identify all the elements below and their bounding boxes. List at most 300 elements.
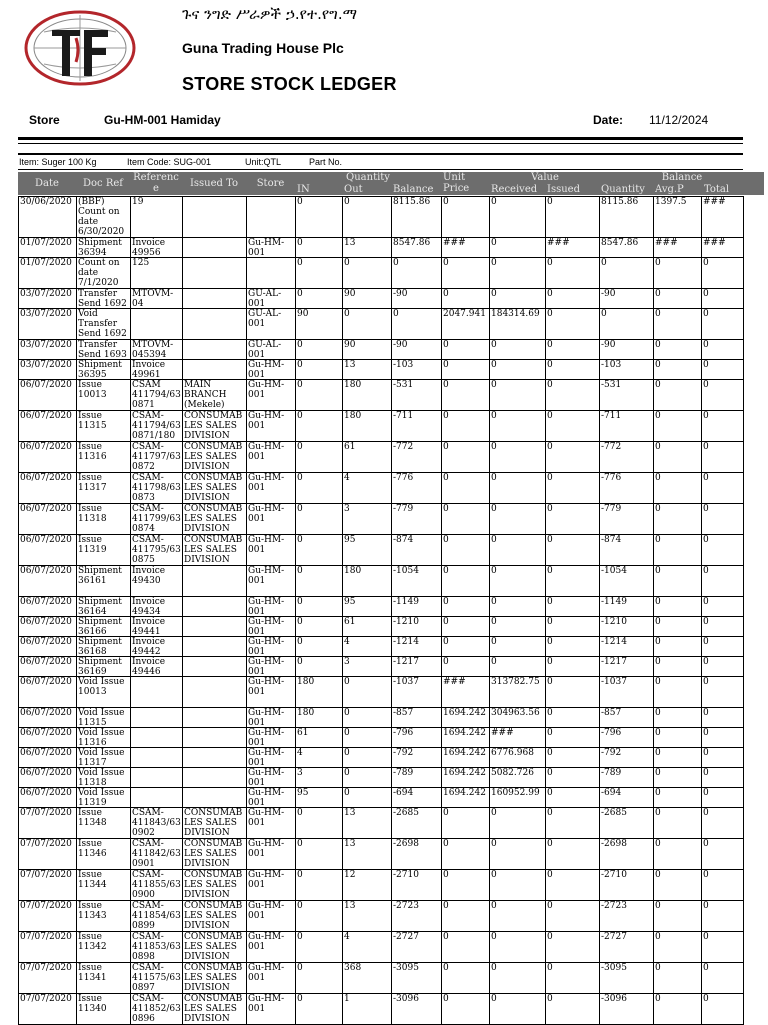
cell-balance: -711 [392,411,442,442]
cell-out: 4 [343,932,392,963]
cell-unit-price: 0 [442,289,490,309]
date-label: Date: [593,113,624,127]
cell-quantity: 0 [600,258,654,289]
cell-date: 03/07/2020 [19,309,77,340]
cell-received: 0 [490,258,546,289]
cell-balance: -776 [392,473,442,504]
cell-reference: Invoice 49961 [131,360,183,380]
cell-issued: 0 [546,728,600,748]
cell-unit-price: 1694.242 [442,728,490,748]
cell-issued: 0 [546,870,600,901]
cell-date: 06/07/2020 [19,535,77,566]
cell-doc-ref: Issue 11348 [77,808,131,839]
cell-unit-price: 0 [442,258,490,289]
cell-out: 3 [343,504,392,535]
table-row [19,963,744,994]
cell-out: 0 [343,309,392,340]
cell-store: Gu-HM-001 [247,380,296,411]
cell-quantity: -1210 [600,617,654,637]
cell-issued: 0 [546,309,600,340]
cell-in: 61 [296,728,343,748]
cell-quantity: -694 [600,788,654,808]
cell-balance: 8115.86 [392,197,442,238]
cell-date: 06/07/2020 [19,657,77,677]
cell-out: 90 [343,289,392,309]
col-issued-to: Issued To [189,178,239,189]
table-row [19,994,744,1025]
cell-quantity: -874 [600,535,654,566]
cell-out: 4 [343,473,392,504]
cell-doc-ref: Issue 11319 [77,535,131,566]
cell-quantity: -1149 [600,597,654,617]
cell-total: 0 [702,473,744,504]
table-row [19,411,744,442]
cell-doc-ref: Void Transfer Send 1692 [77,309,131,340]
cell-issued-to: CONSUMAB LES SALES DIVISION [183,442,247,473]
cell-unit-price: 0 [442,839,490,870]
cell-in: 0 [296,360,343,380]
cell-out: 61 [343,617,392,637]
cell-store: Gu-HM-001 [247,411,296,442]
cell-quantity: -711 [600,411,654,442]
cell-store: Gu-HM-001 [247,708,296,728]
cell-issued-to: CONSUMAB LES SALES DIVISION [183,870,247,901]
table-row [19,748,744,768]
cell-reference: Invoice 49956 [131,238,183,258]
cell-issued: 0 [546,504,600,535]
cell-balance: -1054 [392,566,442,597]
cell-unit-price: 0 [442,963,490,994]
cell-balance: -3095 [392,963,442,994]
cell-issued-to [183,197,247,238]
cell-in: 0 [296,473,343,504]
cell-store: Gu-HM-001 [247,597,296,617]
cell-reference: CSAM-411794/63 0871/180 [132,411,181,441]
cell-issued: 0 [546,289,600,309]
cell-issued-to [183,788,247,808]
cell-total: 0 [702,657,744,677]
cell-issued-to [183,748,247,768]
cell-issued-to [183,238,247,258]
cell-unit-price: 0 [442,637,490,657]
cell-date: 01/07/2020 [19,258,77,289]
cell-total: 0 [702,258,744,289]
cell-reference: CSAM-411799/63 0874 [132,504,181,534]
cell-reference [131,728,183,748]
item-code: Item Code: SUG-001 [127,157,212,167]
cell-issued-to: CONSUMAB LES SALES DIVISION [183,932,247,963]
cell-issued: 0 [546,380,600,411]
table-row [19,238,744,258]
cell-total: 0 [702,963,744,994]
cell-in: 4 [296,748,343,768]
col-bal-quantity: Quantity [601,184,645,195]
cell-doc-ref: Shipment 36168 [77,637,131,657]
cell-unit-price: 1694.242 [442,788,490,808]
cell-doc-ref: Void Issue 11318 [77,768,131,788]
col-received: Received [491,184,538,195]
cell-issued-to: CONSUMAB LES SALES DIVISION [183,411,247,442]
cell-quantity: -2723 [600,901,654,932]
cell-quantity: -3095 [600,963,654,994]
cell-avg-p: 0 [654,504,702,535]
cell-total: 0 [702,808,744,839]
cell-doc-ref: Void Issue 11317 [77,748,131,768]
cell-balance: -90 [392,340,442,360]
cell-doc-ref: Issue 11343 [77,901,131,932]
ledger-table [18,196,743,1025]
table-row [19,566,744,597]
cell-out: 1 [343,994,392,1025]
cell-issued: 0 [546,748,600,768]
cell-avg-p: 0 [654,566,702,597]
cell-store: Gu-HM-001 [247,728,296,748]
cell-quantity: -90 [600,340,654,360]
cell-out: 368 [343,963,392,994]
cell-doc-ref: Issue 11342 [77,932,131,963]
cell-balance: 0 [392,309,442,340]
col-reference: Referenc e [133,172,179,194]
cell-total: 0 [702,768,744,788]
cell-total: 0 [702,637,744,657]
cell-received: 0 [490,566,546,597]
cell-avg-p: 0 [654,597,702,617]
cell-in: 0 [296,380,343,411]
cell-reference: CSAM-411842/63 0901 [132,839,181,869]
cell-doc-ref: Issue 11341 [77,963,131,994]
cell-store: Gu-HM-001 [247,768,296,788]
cell-reference [131,768,183,788]
table-row [19,901,744,932]
cell-quantity: -2685 [600,808,654,839]
cell-issued-to [183,360,247,380]
cell-in: 0 [296,932,343,963]
cell-store: Gu-HM-001 [247,870,296,901]
cell-doc-ref: Void Issue 11319 [77,788,131,808]
table-row [19,870,744,901]
cell-received: 0 [490,808,546,839]
cell-store: Gu-HM-001 [247,360,296,380]
cell-balance: -2727 [392,932,442,963]
cell-total: 0 [702,617,744,637]
cell-balance: -874 [392,535,442,566]
cell-issued: ### [546,238,600,258]
cell-received: 0 [490,442,546,473]
cell-issued: 0 [546,808,600,839]
cell-received: 0 [490,380,546,411]
cell-out: 0 [343,728,392,748]
cell-in: 0 [296,597,343,617]
table-row [19,289,744,309]
col-date: Date [35,178,59,189]
cell-quantity: -776 [600,473,654,504]
cell-store: GU-AL-001 [247,289,296,309]
cell-issued-to: CONSUMAB LES SALES DIVISION [183,994,247,1025]
cell-doc-ref: Void Issue 10013 [77,677,131,708]
cell-total: 0 [702,708,744,728]
table-row [19,657,744,677]
cell-balance: -2723 [392,901,442,932]
cell-avg-p: 0 [654,932,702,963]
cell-unit-price: 0 [442,411,490,442]
cell-reference: CSAM-411854/63 0899 [132,901,181,931]
table-row [19,360,744,380]
cell-out: 0 [343,677,392,708]
company-name: Guna Trading House Plc [182,40,344,56]
cell-total: 0 [702,994,744,1025]
cell-issued: 0 [546,839,600,870]
cell-avg-p: 0 [654,901,702,932]
cell-out: 0 [343,708,392,728]
col-balance: Balance [393,184,434,195]
cell-issued: 0 [546,637,600,657]
cell-store: GU-AL-001 [247,340,296,360]
cell-balance: -3096 [392,994,442,1025]
cell-date: 03/07/2020 [19,340,77,360]
item-part-no: Part No. [309,157,343,167]
cell-quantity: -531 [600,380,654,411]
cell-store: Gu-HM-001 [247,566,296,597]
cell-unit-price: ### [442,677,490,708]
table-row [19,197,744,238]
cell-avg-p: 0 [654,473,702,504]
cell-received: 6776.968 [490,748,546,768]
cell-store: Gu-HM-001 [247,442,296,473]
col-in: IN [297,184,310,195]
cell-avg-p: 0 [654,617,702,637]
cell-avg-p: 0 [654,360,702,380]
cell-reference: 19 [131,197,183,238]
cell-total: 0 [702,309,744,340]
cell-out: 13 [343,839,392,870]
cell-issued-to [183,258,247,289]
cell-issued-to [183,289,247,309]
cell-total: 0 [702,442,744,473]
item-info-bar [18,156,743,169]
cell-reference [131,788,183,808]
cell-out: 0 [343,748,392,768]
cell-quantity: -792 [600,748,654,768]
cell-in: 0 [296,839,343,870]
cell-store: Gu-HM-001 [247,504,296,535]
cell-unit-price: 0 [442,597,490,617]
cell-out: 13 [343,901,392,932]
cell-total: 0 [702,289,744,309]
table-row [19,708,744,728]
cell-in: 0 [296,657,343,677]
cell-in: 180 [296,677,343,708]
cell-out: 13 [343,808,392,839]
cell-balance: -1214 [392,637,442,657]
cell-in: 0 [296,289,343,309]
cell-in: 0 [296,197,343,238]
cell-doc-ref: Shipment 36166 [77,617,131,637]
cell-date: 06/07/2020 [19,637,77,657]
cell-unit-price: 0 [442,994,490,1025]
cell-out: 0 [343,788,392,808]
cell-issued-to: CONSUMAB LES SALES DIVISION [183,901,247,932]
cell-issued-to [183,657,247,677]
cell-issued-to [183,708,247,728]
cell-out: 180 [343,566,392,597]
cell-received: 0 [490,197,546,238]
cell-received: 0 [490,597,546,617]
cell-received: 0 [490,617,546,637]
cell-store: Gu-HM-001 [247,994,296,1025]
cell-balance: -796 [392,728,442,748]
cell-doc-ref: Shipment 36161 [77,566,131,597]
item-unit: Unit:QTL [245,157,282,167]
cell-avg-p: 0 [654,994,702,1025]
cell-issued-to: CONSUMAB LES SALES DIVISION [183,963,247,994]
cell-date: 07/07/2020 [19,901,77,932]
cell-total: 0 [702,677,744,708]
cell-unit-price: 0 [442,473,490,504]
cell-total: 0 [702,901,744,932]
table-row [19,808,744,839]
table-row [19,728,744,748]
table-row [19,473,744,504]
cell-received: 0 [490,870,546,901]
cell-store: Gu-HM-001 [247,617,296,637]
cell-unit-price: 0 [442,360,490,380]
col-store: Store [256,178,285,189]
cell-store: Gu-HM-001 [247,535,296,566]
cell-total: 0 [702,411,744,442]
cell-issued: 0 [546,708,600,728]
cell-quantity: 8115.86 [600,197,654,238]
col-out: Out [344,184,363,195]
cell-in: 0 [296,504,343,535]
cell-date: 06/07/2020 [19,677,77,708]
cell-out: 0 [343,258,392,289]
cell-out: 0 [343,768,392,788]
cell-issued: 0 [546,657,600,677]
cell-out: 12 [343,870,392,901]
cell-received: 0 [490,657,546,677]
cell-in: 0 [296,238,343,258]
cell-total: 0 [702,504,744,535]
cell-unit-price: 0 [442,808,490,839]
cell-reference: CSAM-411798/63 0873 [132,473,181,503]
table-row [19,768,744,788]
cell-date: 07/07/2020 [19,932,77,963]
cell-unit-price: 0 [442,504,490,535]
cell-out: 180 [343,380,392,411]
table-row [19,504,744,535]
cell-date: 07/07/2020 [19,963,77,994]
cell-balance: -694 [392,788,442,808]
cell-avg-p: 0 [654,808,702,839]
cell-received: 0 [490,932,546,963]
cell-issued-to: CONSUMAB LES SALES DIVISION [183,808,247,839]
cell-received: 313782.75 [490,677,546,708]
cell-avg-p: 0 [654,289,702,309]
cell-quantity: 0 [600,309,654,340]
cell-total: 0 [702,597,744,617]
group-quantity: Quantity [346,172,390,183]
table-row [19,380,744,411]
cell-issued-to [183,617,247,637]
divider-thick-1 [18,137,743,140]
cell-issued: 0 [546,360,600,380]
cell-received: 0 [490,411,546,442]
cell-issued-to [183,677,247,708]
col-total: Total [704,184,730,195]
cell-unit-price: 1694.242 [442,768,490,788]
cell-date: 06/07/2020 [19,597,77,617]
cell-store: Gu-HM-001 [247,657,296,677]
table-row [19,340,744,360]
cell-balance: 0 [392,258,442,289]
cell-unit-price: 2047.941 [442,309,490,340]
cell-quantity: -2698 [600,839,654,870]
cell-reference [131,309,183,340]
cell-store: Gu-HM-001 [247,963,296,994]
cell-reference: CSAM-411797/63 0872 [132,442,181,472]
cell-received: 160952.99 [490,788,546,808]
cell-store: Gu-HM-001 [247,748,296,768]
cell-store: Gu-HM-001 [247,238,296,258]
cell-issued: 0 [546,258,600,289]
cell-unit-price: 0 [442,566,490,597]
cell-date: 06/07/2020 [19,788,77,808]
cell-issued: 0 [546,411,600,442]
cell-unit-price: 0 [442,535,490,566]
table-row [19,442,744,473]
cell-in: 0 [296,535,343,566]
cell-reference: MTOVM-045394 [131,340,183,360]
cell-quantity: -1217 [600,657,654,677]
cell-issued-to: CONSUMAB LES SALES DIVISION [183,535,247,566]
cell-issued: 0 [546,597,600,617]
cell-reference: CSAM-411853/63 0898 [132,932,181,962]
cell-balance: -789 [392,768,442,788]
cell-date: 06/07/2020 [19,708,77,728]
cell-quantity: -2727 [600,932,654,963]
cell-reference [131,677,183,708]
table-row [19,637,744,657]
table-row [19,597,744,617]
cell-balance: -1217 [392,657,442,677]
cell-reference: CSAM-411795/63 0875 [132,535,181,565]
cell-unit-price: 0 [442,932,490,963]
cell-total: 0 [702,566,744,597]
cell-store [247,258,296,289]
cell-store: Gu-HM-001 [247,677,296,708]
cell-balance: -772 [392,442,442,473]
cell-date: 06/07/2020 [19,566,77,597]
cell-reference: 125 [131,258,183,289]
cell-quantity: -772 [600,442,654,473]
cell-out: 90 [343,340,392,360]
cell-total: 0 [702,870,744,901]
cell-balance: -1037 [392,677,442,708]
cell-unit-price: 0 [442,870,490,901]
cell-doc-ref: Issue 10013 [77,380,131,411]
cell-received: 0 [490,340,546,360]
cell-date: 07/07/2020 [19,839,77,870]
cell-in: 90 [296,309,343,340]
cell-issued: 0 [546,768,600,788]
cell-avg-p: 0 [654,258,702,289]
cell-unit-price: 0 [442,340,490,360]
cell-date: 07/07/2020 [19,808,77,839]
cell-store: Gu-HM-001 [247,788,296,808]
cell-doc-ref: Void Issue 11316 [77,728,131,748]
cell-unit-price: ### [442,238,490,258]
col-doc-ref: Doc Ref [83,178,123,189]
